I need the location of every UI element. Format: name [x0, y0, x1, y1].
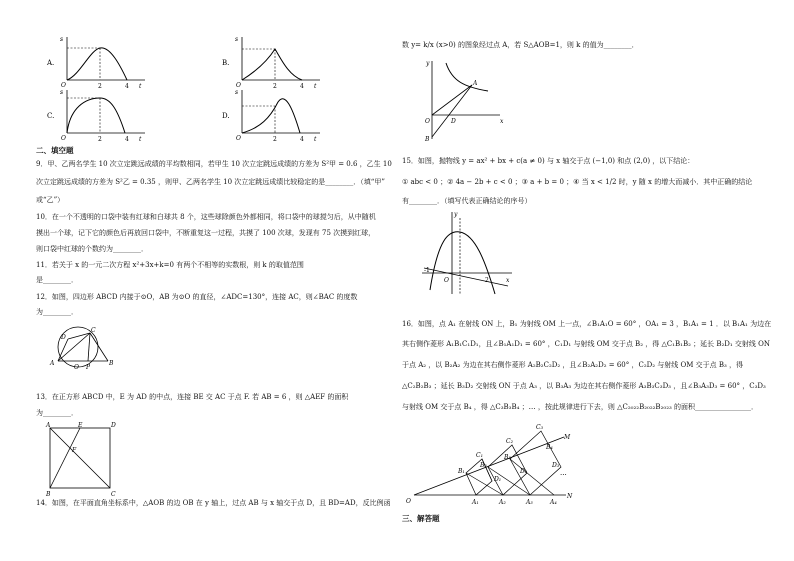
graph-c-xlabel: t	[139, 136, 142, 143]
q13-label-c: C	[111, 491, 116, 498]
q13-label-e: E	[78, 422, 83, 429]
q15-label-neg1: -1	[424, 267, 430, 274]
q11-line1: 11．若关于 x 的一元二次方程 x²+3x+k=0 有两个不相等的实数根，则 k 的取值范围	[36, 261, 304, 269]
option-b-label: B.	[222, 59, 230, 67]
q15-label-x: x	[506, 277, 510, 284]
q12-line2: 为________．	[36, 308, 78, 316]
q15-label-y: y	[454, 211, 458, 218]
q16-label-a4: A₄	[550, 499, 557, 506]
q16-line5: 与射线 OM 交于点 B₄ ，得 △C₃B₃B₄ ；… ，按此规律进行下去，则 △C₂₀₂₂B₂₀₂₂B₂₀₂₃ 的面积________________．	[402, 403, 759, 411]
q16-label-b2: B₂	[480, 462, 487, 469]
section3-heading: 三、解答题	[402, 514, 440, 523]
q12-label-a: A	[50, 360, 55, 367]
q12-label-c: C	[91, 327, 96, 334]
graph-b-origin: O	[236, 82, 241, 89]
graph-d-tick4: 4	[300, 136, 304, 143]
q16-line1: 16．如图，点 A₁ 在射线 ON 上，B₁ 为射线 OM 上一点，∠B₁A₁O = 60° ，OA₁ = 3 ，B₁A₁ = 1 ．以 B₁A₁ 为边在	[402, 320, 772, 328]
q13-label-b: B	[46, 491, 51, 498]
q14-label-a: A	[473, 80, 478, 87]
q12-label-d: D	[61, 334, 66, 341]
q12-label-p: P	[86, 364, 91, 371]
q16-label-o: O	[406, 498, 411, 505]
q14-line1: 14．如图，在平面直角坐标系中，△AOB 的边 OB 在 y 轴上，过点 AB 与 x 轴交于点 D，且 BD=AD，反比例函	[36, 499, 391, 507]
q16-label-a1: A₁	[472, 499, 479, 506]
q16-label-d1: D₁	[494, 476, 502, 483]
q10-line1: 10．在一个不透明的口袋中装有红球和白球共 8 个，这些球除颜色外都相同，将口袋中的球搅匀后，从中随机	[36, 213, 376, 221]
q16-label-dots: ...	[560, 469, 567, 477]
q14-line2: 数 y= k/x (x>0) 的图象经过点 A，若 S△AOB=1，则 k 的值为________．	[402, 41, 639, 49]
q12-label-o: O	[74, 364, 79, 371]
q16-line2: 其右侧作菱形 A₁B₁C₁D₁，且∠B₁A₁D₁ = 60° ，C₁D₁ 与射线 OM 交于点 B₂ ，得 △C₁B₁B₂ ；延长 B₂D₁ 交射线 ON	[402, 340, 771, 348]
q10-line3: 则口袋中红球的个数约为________．	[36, 245, 148, 253]
q16-label-d3: D₃	[552, 462, 560, 469]
q15-line2: ① abc < 0 ；② 4a − 2b + c < 0 ；③ a + b = 0 ；④ 当 x < 1/2 时，y 随 x 的增大而减小．其中正确的结论	[402, 178, 753, 186]
graph-c-tick2: 2	[98, 136, 102, 143]
graph-a-xlabel: t	[139, 83, 142, 90]
graph-b-xlabel: t	[314, 83, 317, 90]
q12-line1: 12．如图，四边形 ABCD 内接于⊙O，AB 为⊙O 的直径，∠ADC=130°，连接 AC，则∠BAC 的度数	[36, 293, 358, 301]
q14-label-b: B	[425, 136, 430, 143]
q16-label-a3: A₃	[526, 499, 533, 506]
q15-label-o: O	[444, 277, 449, 284]
q16-label-b3: B₃	[504, 454, 511, 461]
graph-d-origin: O	[236, 135, 241, 142]
q9-line2: 次立定跳远成绩的方差为 S²乙 = 0.35 ，则甲、乙两名学生 10 次立定跳远成绩比较稳定的是________．（填“甲”	[36, 178, 385, 186]
graph-c	[47, 88, 155, 143]
q16-label-b4: B₄	[546, 444, 553, 451]
q14-label-o: O	[425, 118, 430, 125]
q16-label-a2: A₂	[499, 499, 506, 506]
q16-line3: 于点 A₂ ，以 B₂A₂ 为边在其右侧作菱形 A₂B₂C₂D₂ ，且∠B₂A₂D₂ = 60° ，C₂D₂ 与射线 OM 交于点 B₃ ，得	[402, 361, 744, 369]
graph-b-tick2: 2	[273, 83, 277, 90]
q14-label-y: y	[426, 60, 430, 67]
q14-figure	[420, 57, 505, 142]
q16-label-c3: C₃	[536, 424, 543, 431]
q16-label-m: M	[564, 434, 571, 441]
section2-heading: 二、填空题	[36, 146, 74, 155]
graph-c-tick4: 4	[125, 136, 129, 143]
graph-a	[47, 35, 155, 90]
graph-c-origin: O	[61, 135, 66, 142]
q15-line3: 有________．（填写代表正确结论的序号）	[402, 197, 532, 205]
graph-a-ylabel: s	[60, 36, 64, 43]
q13-figure	[42, 422, 122, 497]
graph-d-ylabel: s	[235, 89, 239, 96]
graph-b-tick4: 4	[300, 83, 304, 90]
graph-d-xlabel: t	[314, 136, 317, 143]
q13-label-f: F	[72, 447, 77, 454]
q9-line3: 或“乙”）	[36, 196, 65, 204]
q16-label-b1: B₁	[458, 468, 465, 475]
q12-figure	[40, 325, 120, 370]
q11-line2: 是________．	[36, 276, 78, 284]
graph-a-tick2: 2	[98, 83, 102, 90]
option-d-label: D.	[222, 112, 230, 120]
q15-label-two: 2	[485, 277, 489, 284]
q15-line1: 15．如图，抛物线 y = ax² + bx + c(a ≠ 0) 与 x 轴交于点 (−1,0) 和点 (2,0) ，以下结论：	[402, 157, 695, 165]
q13-line1: 13．在正方形 ABCD 中，E 为 AD 的中点，连接 BE 交 AC 于点 F. 若 AB = 6 ，则 △AEF 的面积	[36, 393, 349, 401]
q12-label-b: B	[109, 360, 114, 367]
graph-d	[222, 88, 330, 143]
graph-b	[222, 35, 330, 90]
q16-figure	[406, 415, 581, 505]
q16-line4: △C₂B₂B₃ ；延长 B₃D₂ 交射线 ON 于点 A₃ ，以 B₃A₃ 为边在其右侧作菱形 A₃B₃C₃D₃ ，且∠B₃A₃D₃ = 60° ，C₃D₃	[402, 382, 766, 390]
q14-label-x: x	[500, 118, 504, 125]
q13-label-a: A	[46, 422, 51, 429]
q16-label-d2: D₂	[520, 468, 528, 475]
q14-label-d: D	[451, 118, 456, 125]
q16-label-c1: C₁	[476, 452, 483, 459]
graph-a-tick4: 4	[125, 83, 129, 90]
graph-a-origin: O	[61, 82, 66, 89]
graph-d-tick2: 2	[273, 136, 277, 143]
q13-line2: 为________．	[36, 409, 78, 417]
q16-label-n: N	[567, 493, 573, 500]
option-a-label: A.	[47, 59, 55, 67]
graph-b-ylabel: s	[235, 36, 239, 43]
q9-line1: 9．甲、乙两名学生 10 次立定跳远成绩的平均数相同，若甲生 10 次立定跳远成绩的方差为 S²甲 = 0.6 ，乙生 10	[36, 160, 392, 168]
q10-line2: 摸出一个球，记下它的颜色后再放回口袋中，不断重复这一过程，共摸了 100 次球，发现有 75 次摸到红球，	[36, 229, 376, 237]
q16-label-c2: C₂	[506, 438, 513, 445]
q15-figure	[420, 210, 515, 295]
q13-label-d: D	[111, 422, 116, 429]
option-c-label: C.	[47, 112, 55, 120]
graph-c-ylabel: s	[60, 89, 64, 96]
